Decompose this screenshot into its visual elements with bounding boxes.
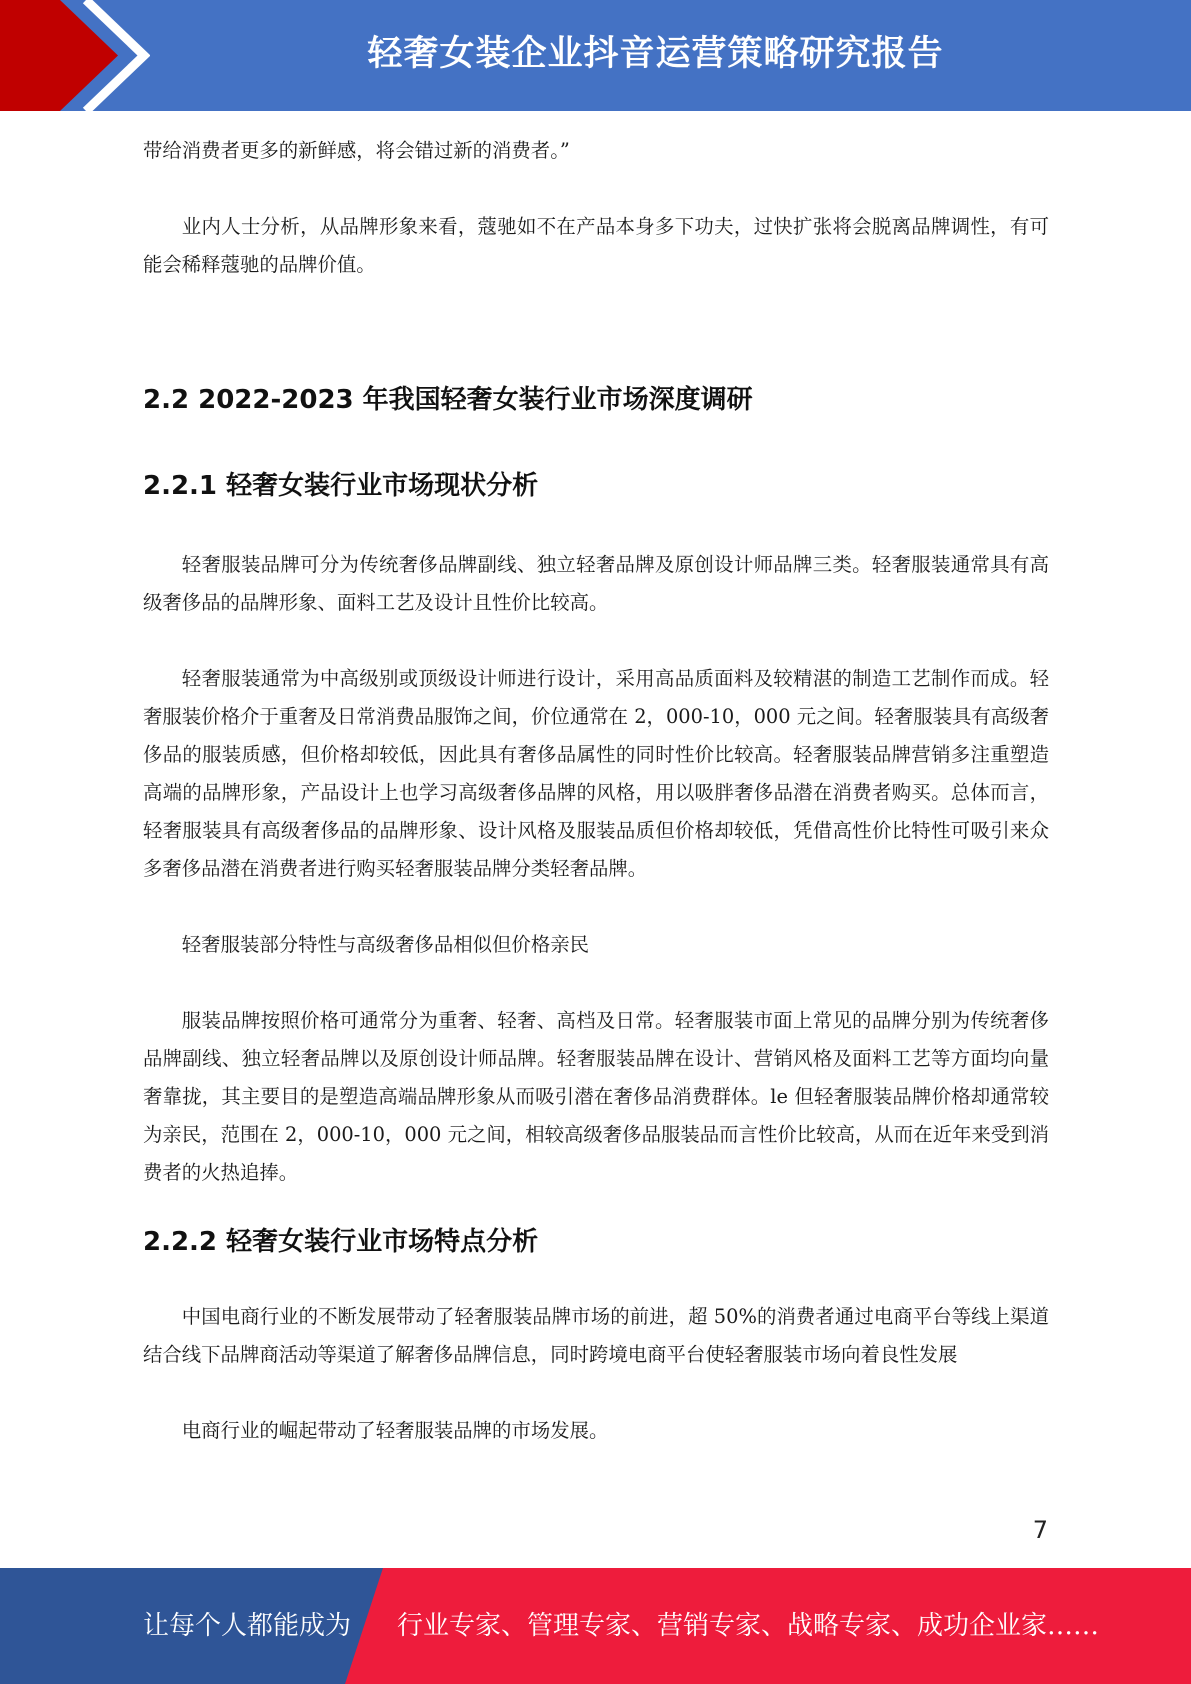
paragraph-categories: 轻奢服装品牌可分为传统奢侈品牌副线、独立轻奢品牌及原创设计师品牌三类。轻奢服装通常具有高级奢侈品的品牌形象、面料工艺及设计且性价比较高。 xyxy=(143,553,1049,614)
page-number: 7 xyxy=(1032,1516,1048,1544)
header-banner xyxy=(0,0,1191,111)
footer-slogan-left: 让每个人都能成为 xyxy=(143,1611,352,1641)
paragraph-continued: 带给消费者更多的新鲜感，将会错过新的消费者。” xyxy=(143,139,570,162)
page-body xyxy=(143,132,1049,1488)
report-title: 轻奢女装企业抖音运营策略研究报告 xyxy=(367,34,944,74)
footer-banner xyxy=(0,1568,1191,1684)
paragraph-ecommerce: 中国电商行业的不断发展带动了轻奢服装品牌市场的前进，超 50%的消费者通过电商平台等线上渠道结合线下品牌商活动等渠道了解奢侈品牌信息，同时跨境电商平台使轻奢服装市场向着良性发展 xyxy=(143,1305,1049,1366)
section-heading-2-2-1: 2.2.1 轻奢女装行业市场现状分析 xyxy=(143,471,539,501)
paragraph-similar: 轻奢服装部分特性与高级奢侈品相似但价格亲民 xyxy=(181,933,589,956)
paragraph-analyst: 业内人士分析，从品牌形象来看，蔻驰如不在产品本身多下功夫，过快扩张将会脱离品牌调性，有可能会稀释蔻驰的品牌价值。 xyxy=(143,215,1049,276)
section-heading-2-2: 2.2 2022-2023 年我国轻奢女装行业市场深度调研 xyxy=(143,385,753,415)
paragraph-rise: 电商行业的崛起带动了轻奢服装品牌的市场发展。 xyxy=(181,1419,609,1442)
section-heading-2-2-2: 2.2.2 轻奢女装行业市场特点分析 xyxy=(143,1227,539,1257)
paragraph-design: 轻奢服装通常为中高级别或顶级设计师进行设计，采用高品质面料及较精湛的制造工艺制作而成。轻奢服装价格介于重奢及日常消费品服饰之间，价位通常在 2，000-10，000 元之间。轻奢服装具有高级奢侈品的服装质感，但价格却较低，因此具有奢侈品属性的同时性价比较高。轻奢服装品牌营销多注重塑造高端的品牌形象，产品设计上也学习高级奢侈品牌的风格，用以吸胖奢侈品潜在消费者购买。总体而言，轻奢服装具有高级奢侈品的品牌形象、设计风格及服装品质但价格却较低，凭借高性价比特性可吸引来众多奢侈品潜在消费者进行购买轻奢服装品牌分类轻奢品牌。 xyxy=(143,667,1049,880)
footer-slogan-right: 行业专家、管理专家、营销专家、战略专家、成功企业家…… xyxy=(397,1611,1100,1641)
paragraph-pricing: 服装品牌按照价格可通常分为重奢、轻奢、高档及日常。轻奢服装市面上常见的品牌分别为传统奢侈品牌副线、独立轻奢品牌以及原创设计师品牌。轻奢服装品牌在设计、营销风格及面料工艺等方面均向量奢靠拢，其主要目的是塑造高端品牌形象从而吸引潜在奢侈品消费群体。le 但轻奢服装品牌价格却通常较为亲民，范围在 2，000-10，000 元之间，相较高级奢侈品服装品而言性价比较高，从而在近年来受到消费者的火热追捧。 xyxy=(143,1009,1049,1184)
red-chevron-shape xyxy=(0,0,150,111)
